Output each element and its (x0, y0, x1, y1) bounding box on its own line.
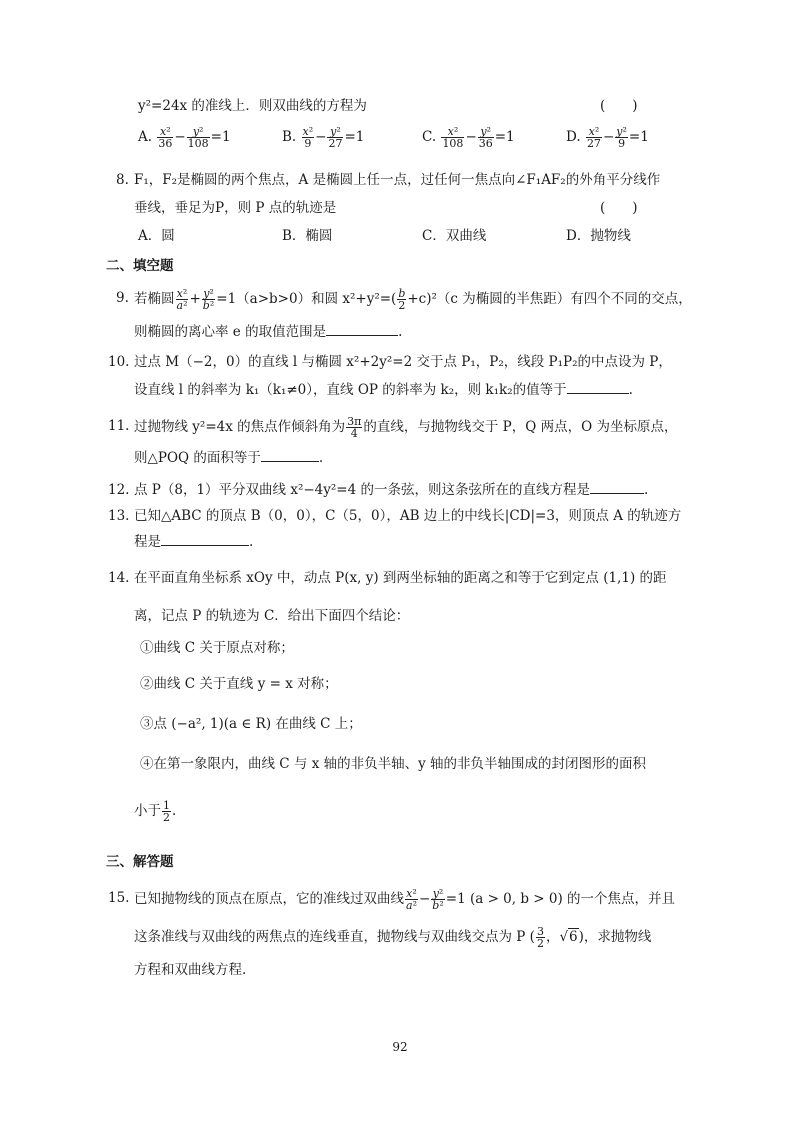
q7-line: y²=24x 的准线上．则双曲线的方程为 (138, 98, 367, 114)
q11-end: . (318, 450, 324, 466)
q14-text-3: 点 (−a², 1)(a ∈ R) 在曲线 C 上； (153, 716, 362, 732)
q12-text: 点 P（8，1）平分双曲线 x²−4y²=4 的一条弦，则这条弦所在的直线方程是 (134, 482, 590, 498)
q11-text-2: 则△POQ 的面积等于 (134, 450, 261, 466)
q11-text-b: 的直线，与抛物线交于 P，Q 两点，O 为坐标原点， (363, 419, 678, 435)
q8-line-1: F₁，F₂是椭圆的两个焦点，A 是椭圆上任一点，过任何一焦点向∠F₁AF₂的外角平分线作 (134, 172, 661, 188)
q11-answer-blank (261, 449, 319, 462)
q12-answer-blank (590, 481, 644, 494)
q11-line-1: 过抛物线 y²=4x 的焦点作倾斜角为 $\frac{3\pi}{4}$ 的直线，与抛物线交于 P，Q 两点，O 为坐标原点， (134, 415, 678, 440)
q10-line-2 (134, 380, 633, 400)
q12-number: 12. (108, 482, 130, 498)
q7-option-b: B. $\frac{\text{x²}}{9}$ − $\frac{\text{y²}}{27}$ =1 (282, 125, 365, 150)
q7-option-c-label: C. (422, 129, 437, 145)
q14-marker-4: ④ (140, 756, 154, 772)
q13-text-2: 程是 (134, 534, 161, 550)
q15-text-2c: )，求抛物线 (578, 929, 652, 945)
q15-line-1: 已知抛物线的顶点在原点，它的准线过双曲线 $\frac{\text{x²}}{\text{a²}}$ − $\frac{\text{y²}}{\text{b²}}$ =1 (a > 0, b > 0) 的一个焦点，并且 (134, 887, 676, 912)
q11-number: 11. (108, 418, 130, 434)
q14-line-1: 在平面直角坐标系 xOy 中，动点 P(x, y) 到两坐标轴的距离之和等于它到定点 (1,1) 的距 (134, 570, 667, 586)
q14-text-2: 曲线 C 关于直线 y = x 对称； (153, 676, 338, 692)
q10-line-1: 过点 M（−2，0）的直线 l 与椭圆 x²+2y²=2 交于点 P₁，P₂，线段 P₁P₂的中点设为 P， (134, 354, 672, 370)
q7-option-a: A. $\frac{\text{x²}}{36}$ − $\frac{\text{y²}}{108}$ =1 (138, 125, 231, 150)
section-fill-in-heading: 二、填空题 (106, 258, 174, 274)
q14-marker-3: ③ (140, 716, 154, 732)
q9-answer-blank (326, 323, 398, 336)
q8-line-2: 垂线，垂足为P，则 P 点的轨迹是 (134, 200, 337, 216)
q11-line-2 (134, 448, 323, 468)
q13-end: . (249, 534, 254, 550)
q14-conclusion-3 (140, 714, 362, 734)
q14-text-1: 曲线 C 关于原点对称； (153, 640, 294, 656)
q14-conclusion-1 (140, 638, 294, 658)
q15-text-b: =1 (a > 0, b > 0) 的一个焦点，并且 (445, 891, 676, 907)
q12-end: . (644, 482, 649, 498)
q11-text-a: 过抛物线 y²=4x 的焦点作倾斜角为 (134, 419, 346, 435)
q9-text-b: =1（a>b>0）和圆 x²+y²=( (216, 291, 397, 307)
q14-conclusion-4 (140, 754, 646, 774)
q9-text-c: +c)²（c 为椭圆的半焦距）有四个不同的交点， (407, 291, 692, 307)
q14-text-4: 在第一象限内，曲线 C 与 x 轴的非负半轴、y 轴的非负半轴围成的封闭图形的面积 (153, 756, 647, 772)
q13-answer-blank (161, 533, 249, 546)
q8-answer-paren: ( ) (600, 200, 638, 216)
q9-line-2 (134, 322, 402, 342)
q14-conclusion-2 (140, 674, 338, 694)
q14-text-5: 小于 (134, 803, 161, 819)
q15-line-3: 方程和双曲线方程. (134, 962, 247, 978)
q10-text-2: 设直线 l 的斜率为 k₁（k₁≠0），直线 OP 的斜率为 k₂，则 k₁k₂的值等于 (134, 382, 567, 398)
q9-text-2: 则椭圆的离心率 e 的取值范围是 (134, 324, 327, 340)
q8-option-a: A．圆 (138, 228, 175, 244)
q10-number: 10. (108, 354, 130, 370)
q8-option-d: D．抛物线 (566, 228, 631, 244)
q7-option-c: C. $\frac{\text{x²}}{108}$ − $\frac{\text{y²}}{36}$ =1 (422, 125, 515, 150)
q9-line-1: 若椭圆 $\frac{\text{x²}}{\text{a²}}$ + $\frac{\text{y²}}{\text{b²}}$ =1（a>b>0）和圆 x²+y²=( $\frac{b}{2}$ +c)²（c 为椭圆的半焦距）有四个不同的交点， (134, 287, 692, 312)
q10-answer-blank (567, 381, 629, 394)
q14-marker-2: ② (140, 676, 154, 692)
q14-marker-1: ① (140, 640, 154, 656)
q7-option-d: D. $\frac{\text{x²}}{27}$ − $\frac{\text{y²}}{9}$ =1 (566, 125, 649, 150)
q10-end: . (628, 382, 633, 398)
q14-line-2: 离，记点 P 的轨迹为 C．给出下面四个结论： (134, 608, 410, 624)
q7-option-d-label: D. (566, 129, 581, 145)
q9-end: . (398, 324, 403, 340)
q8-option-b: B．椭圆 (282, 228, 333, 244)
q14-line-area: 小于 $\frac{1}{2}$ . (134, 799, 177, 824)
q14-text-5-end: . (172, 803, 177, 819)
page-number: 92 (392, 1040, 408, 1054)
q8-number: 8. (116, 172, 129, 188)
q15-text-2b: ， (545, 929, 560, 945)
q15-number: 15. (108, 890, 130, 906)
q7-answer-paren: ( ) (600, 98, 638, 114)
q13-line-2 (134, 532, 253, 552)
q8-option-c: C．双曲线 (422, 228, 487, 244)
q15-line-2: 这条准线与双曲线的两焦点的连线垂直，抛物线与双曲线交点为 P ( $\frac{3}{2}$ ，√6)，求抛物线 (134, 925, 652, 950)
section-solution-heading: 三、解答题 (106, 854, 174, 870)
q12-line-1 (134, 480, 648, 500)
q15-text-a: 已知抛物线的顶点在原点，它的准线过双曲线 (134, 891, 404, 907)
q14-number: 14. (108, 570, 130, 586)
q13-number: 13. (108, 508, 130, 524)
q9-text-a: 若椭圆 (134, 291, 175, 307)
q13-line-1: 已知△ABC 的顶点 B（0，0），C（5，0），AB 边上的中线长|CD|=3，则顶点 A 的轨迹方 (134, 508, 682, 524)
q7-option-a-label: A. (138, 129, 153, 145)
q7-option-b-label: B. (282, 129, 297, 145)
q15-text-2a: 这条准线与双曲线的两焦点的连线垂直，抛物线与双曲线交点为 P ( (134, 929, 535, 945)
q9-number: 9. (116, 290, 129, 306)
